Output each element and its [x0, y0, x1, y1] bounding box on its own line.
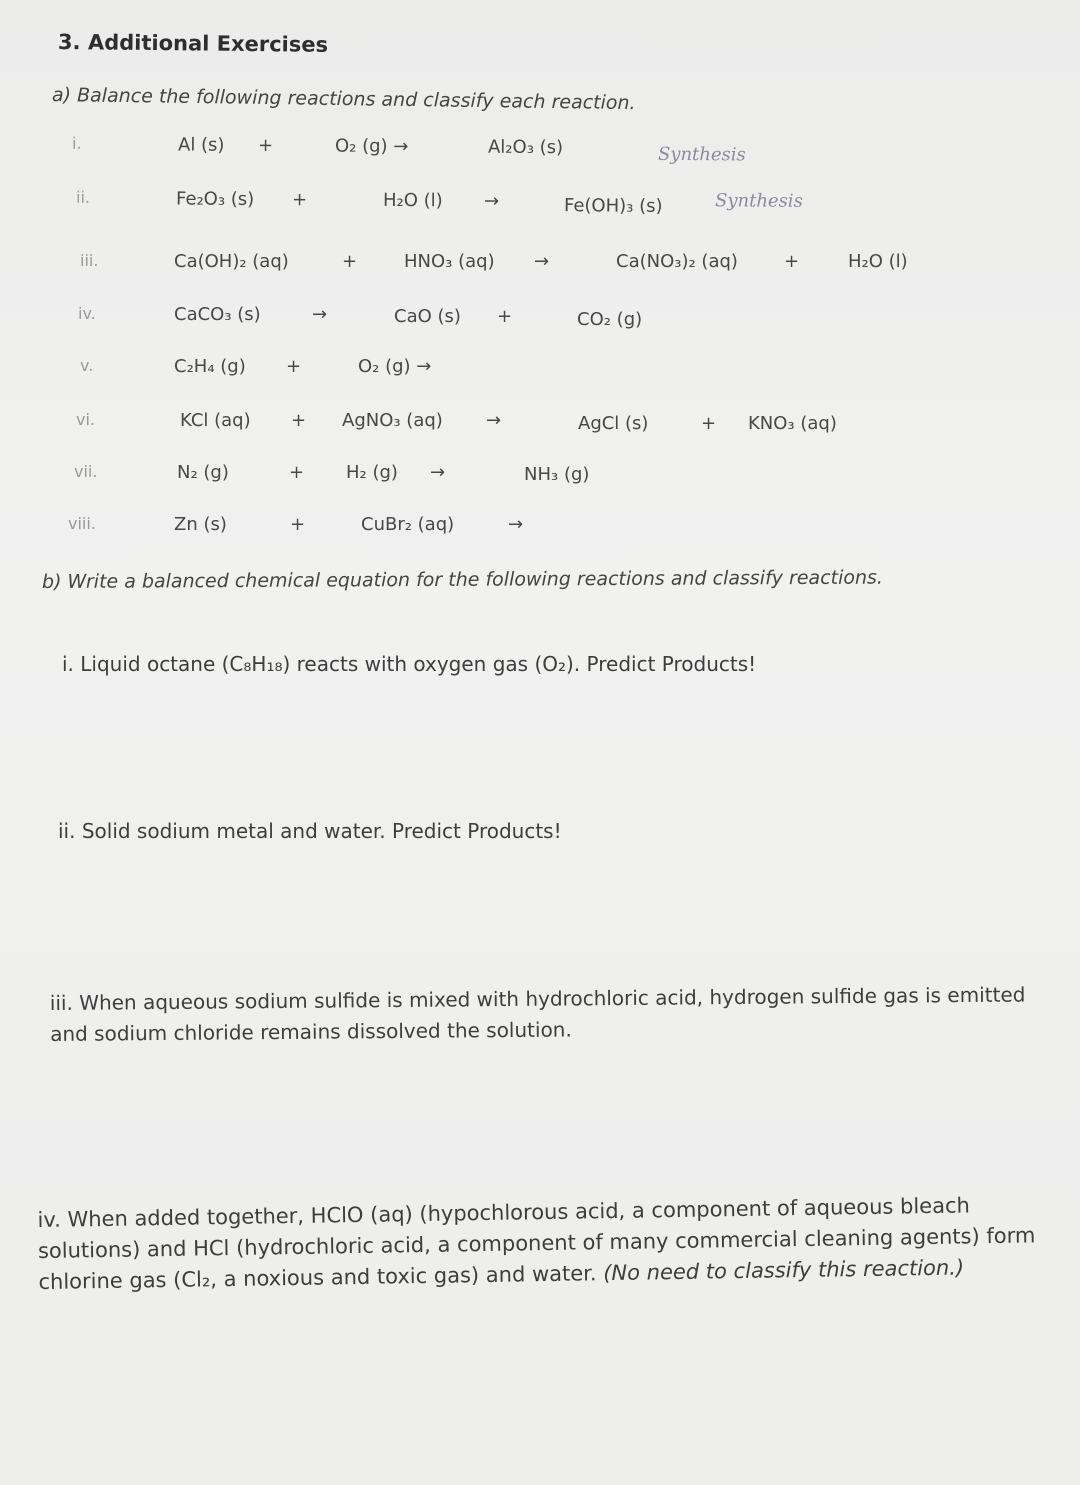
plus-sign: +: [286, 356, 302, 377]
reaction-arrow: →: [486, 410, 502, 431]
reaction-row: [0, 133, 1080, 171]
product-1: AgCl (s): [578, 413, 649, 434]
reaction-row: [0, 462, 1080, 492]
product-2: CO₂ (g): [577, 309, 643, 330]
plus-sign: +: [289, 462, 305, 483]
part-b-heading: b) Write a balanced chemical equation for the following reactions and classify reactions.: [41, 566, 884, 593]
reactant-2: O₂ (g) →: [334, 135, 409, 158]
question-iii: iii. When aqueous sodium sulfide is mixed with hydrochloric acid, hydrogen sulfide gas is emitted and sodium chloride remains dissolved the solution.: [49, 982, 1026, 1046]
reaction-row: [0, 187, 1080, 225]
reaction-arrow: →: [312, 304, 328, 325]
product-1: NH₃ (g): [524, 464, 590, 485]
product-2: H₂O (l): [848, 251, 908, 272]
reaction-arrow: →: [430, 462, 446, 483]
product-1: CaO (s): [394, 306, 461, 327]
product-1: Fe(OH)₃ (s): [563, 195, 663, 217]
question-ii: ii. Solid sodium metal and water. Predict Products!: [58, 819, 562, 843]
reactant-1: KCl (aq): [180, 410, 251, 431]
reaction-number: ii.: [75, 187, 91, 207]
reactant-1: Ca(OH)₂ (aq): [174, 251, 289, 272]
question-iv-note: (No need to classify this reaction.): [603, 1255, 965, 1286]
reaction-number: iv.: [78, 304, 96, 323]
handwritten-classification: Synthesis: [657, 143, 746, 166]
plus-sign: +: [497, 306, 513, 327]
plus-sign: +: [257, 135, 274, 157]
reactant-1: Al (s): [177, 134, 225, 156]
reaction-row: [0, 514, 1080, 544]
reaction-row: [0, 410, 1080, 440]
reactant-1: Fe₂O₃ (s): [175, 188, 255, 211]
plus-sign: +: [291, 410, 307, 431]
reactant-1: CaCO₃ (s): [174, 304, 261, 325]
part-a-heading: a) Balance the following reactions and classify each reaction.: [51, 84, 636, 115]
reaction-number: i.: [71, 133, 82, 153]
reaction-row: [0, 251, 1080, 281]
reaction-number: vi.: [76, 410, 95, 429]
reaction-arrow: →: [508, 514, 524, 535]
reaction-arrow: →: [483, 190, 500, 212]
reactant-1: Zn (s): [174, 514, 227, 535]
product-1: Al₂O₃ (s): [487, 136, 564, 159]
reaction-arrow: →: [534, 251, 550, 272]
plus-sign: +: [701, 413, 717, 434]
plus-sign: +: [291, 189, 308, 211]
reactant-2: AgNO₃ (aq): [342, 410, 443, 431]
question-iv: [37, 1189, 1073, 1298]
plus-sign: +: [342, 251, 358, 272]
reaction-row: [0, 356, 1080, 386]
product-2: KNO₃ (aq): [748, 413, 837, 434]
question-iv-text: iv. When added together, HClO (aq) (hypochlorous acid, a component of aqueous bleach solutions) and HCl (hydrochloric acid, a component of many commercial cleaning agents) form chlorine gas (Cl₂, a noxious and toxic gas) and water.: [37, 1193, 1036, 1294]
reactant-2: CuBr₂ (aq): [361, 514, 455, 535]
reactant-2: HNO₃ (aq): [404, 251, 495, 272]
reaction-row: [0, 304, 1080, 334]
reaction-number: vii.: [74, 462, 98, 481]
product-1: Ca(NO₃)₂ (aq): [616, 251, 738, 272]
reaction-number: v.: [80, 356, 94, 375]
reactant-1: N₂ (g): [177, 462, 229, 483]
reactant-2: O₂ (g) →: [358, 356, 432, 377]
reactant-2: H₂O (l): [382, 189, 443, 212]
handwritten-classification: Synthesis: [714, 190, 803, 212]
plus-sign: +: [290, 514, 306, 535]
section-title: 3. Additional Exercises: [57, 30, 329, 57]
reaction-number: viii.: [68, 514, 96, 533]
plus-sign: +: [784, 251, 800, 272]
reactant-1: C₂H₄ (g): [174, 356, 246, 377]
reactant-2: H₂ (g): [346, 462, 398, 483]
reaction-number: iii.: [80, 251, 99, 270]
question-i: i. Liquid octane (C₈H₁₈) reacts with oxygen gas (O₂). Predict Products!: [62, 652, 757, 676]
